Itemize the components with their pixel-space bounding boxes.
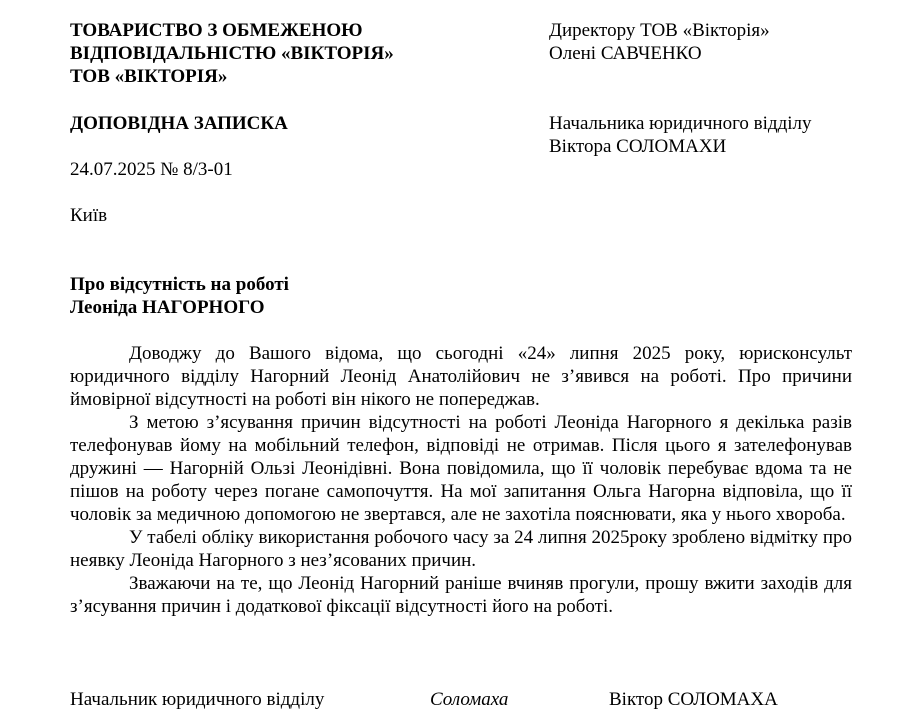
sender	[549, 112, 812, 158]
subject-heading	[70, 273, 289, 319]
addressee	[549, 19, 770, 65]
document-type: ДОПОВІДНА ЗАПИСКА	[70, 113, 288, 134]
body-paragraph: Зважаючи на те, що Леонід Нагорний раніше вчиняв прогули, прошу вжити заходів для з’ясування причин і додаткової фіксації відсутності його на роботі.	[70, 573, 852, 617]
signatory-position: Начальник юридичного відділу	[70, 689, 325, 710]
body-paragraph: Доводжу до Вашого відома, що сьогодні «24» липня 2025 року, юрисконсульт юридичного відділу Нагорний Леонід Анатолійович не з’явився на роботі. Про причини ймовірної відсутності на роботі він нікого не попереджав.	[70, 343, 852, 410]
signatory-name: Віктор СОЛОМАХА	[609, 689, 778, 710]
city: Київ	[70, 205, 108, 226]
date-and-number: 24.07.2025 № 8/3-01	[70, 159, 233, 180]
subject-line: Про відсутність на роботі	[70, 274, 289, 295]
organization-name	[70, 19, 394, 88]
body-paragraph: З метою з’ясування причин відсутності на роботі Леоніда Нагорного я декілька разів телефонував йому на мобільний телефон, відповіді не отримав. Після цього я зателефонував дружині — Нагорній Ользі Леонідівні. Вона повідомила, що її чоловік перебуває вдома та не пішов на роботу через погане самопочуття. На мої запитання Ольга Нагорна відповіла, що її чоловік за медичною допомогою не звертався, але не захотіла пояснювати, яка у нього хвороба.	[70, 412, 852, 525]
org-line: ТОВАРИСТВО З ОБМЕЖЕНОЮ	[70, 20, 363, 41]
memo-body	[70, 342, 852, 618]
addressee-line: Олені САВЧЕНКО	[549, 43, 702, 64]
handwritten-signature: Соломаха	[430, 689, 509, 710]
body-paragraph: У табелі обліку використання робочого часу за 24 липня 2025року зроблено відмітку про неявку Леоніда Нагорного з нез’ясованих причин.	[70, 527, 852, 571]
sender-line: Начальника юридичного відділу	[549, 113, 812, 134]
org-line: ТОВ «ВІКТОРІЯ»	[70, 66, 228, 87]
subject-line: Леоніда НАГОРНОГО	[70, 297, 265, 318]
addressee-line: Директору ТОВ «Вікторія»	[549, 20, 770, 41]
org-line: ВІДПОВІДАЛЬНІСТЮ «ВІКТОРІЯ»	[70, 43, 394, 64]
sender-line: Віктора СОЛОМАХИ	[549, 136, 727, 157]
